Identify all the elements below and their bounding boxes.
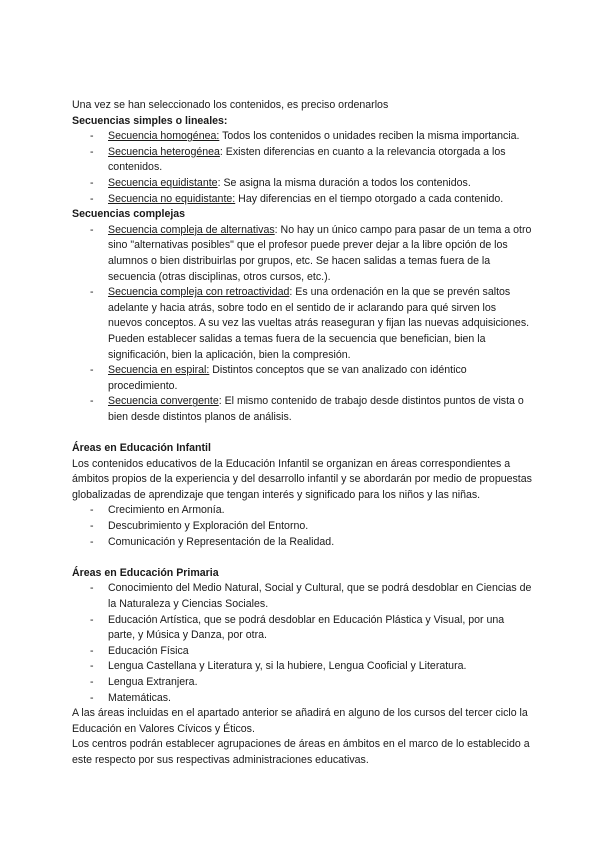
document-page [72, 98, 532, 769]
infantil-areas-list [72, 503, 532, 550]
list-item: - Secuencia no equidistante: Hay diferencias en el tiempo otorgado a cada contenido. [72, 192, 532, 208]
complex-sequences-heading: Secuencias complejas [72, 208, 186, 221]
list-item: - Secuencia homogénea: Todos los contenidos o unidades reciben la misma importancia. [72, 129, 532, 145]
list-item: - Educación Física [72, 644, 532, 660]
infantil-heading: Áreas en Educación Infantil [72, 442, 211, 455]
infantil-paragraph: Los contenidos educativos de la Educación Infantil se organizan en áreas correspondientes a ámbitos propios de la experiencia y del desarrollo infantil y se abordarán por medio de propuestas globalizadas de aprendizaje que tengan interés y significado para los niños y las niñas. [72, 457, 532, 501]
simple-sequences-heading: Secuencias simples o lineales: [72, 114, 228, 127]
spacer [72, 550, 532, 566]
primaria-paragraph-2: Los centros podrán establecer agrupaciones de áreas en ámbitos en el marco de lo establecido a este respecto por sus respectivas administraciones educativas. [72, 738, 530, 766]
list-item: - Lengua Extranjera. [72, 675, 532, 691]
list-item: - Secuencia equidistante: Se asigna la misma duración a todos los contenidos. [72, 176, 532, 192]
list-item: - Secuencia compleja con retroactividad: Es una ordenación en la que se prevén saltos adelante y hacia atrás, sobre todo en el sentido de ir aclarando para qué sirven los nuevos conceptos. A su vez las vueltas atrás reaseguran y fijan las nuevas adquisiciones. Pueden establecer salidas a temas fuera de la secuencia que benefician, bien la significación, bien la aplicación, bien la compresión. [72, 285, 532, 363]
list-item: - Conocimiento del Medio Natural, Social y Cultural, que se podrá desdoblar en Ciencias de la Naturaleza y Ciencias Sociales. [72, 581, 532, 612]
spacer [72, 425, 532, 441]
list-item: - Lengua Castellana y Literatura y, si la hubiere, Lengua Cooficial y Literatura. [72, 659, 532, 675]
list-item: - Matemáticas. [72, 691, 532, 707]
primaria-paragraph-1: A las áreas incluidas en el apartado anterior se añadirá en alguno de los cursos del tercer ciclo la Educación en Valores Cívicos y Éticos. [72, 707, 528, 735]
list-item: - Educación Artística, que se podrá desdoblar en Educación Plástica y Visual, por una parte, y Música y Danza, por otra. [72, 613, 532, 644]
list-item: - Secuencia en espiral: Distintos conceptos que se van analizado con idéntico procedimiento. [72, 363, 532, 394]
simple-sequences-list [72, 129, 532, 207]
list-item: - Secuencia heterogénea: Existen diferencias en cuanto a la relevancia otorgada a los contenidos. [72, 145, 532, 176]
list-item: - Comunicación y Representación de la Realidad. [72, 535, 532, 551]
intro-line: Una vez se han seleccionado los contenidos, es preciso ordenarlos [72, 99, 389, 111]
primaria-heading: Áreas en Educación Primaria [72, 566, 219, 579]
complex-sequences-list [72, 223, 532, 426]
list-item: - Crecimiento en Armonía. [72, 503, 532, 519]
list-item: - Secuencia compleja de alternativas: No hay un único campo para pasar de un tema a otro sino "alternativas posibles" que el profesor puede prever dejar a la libre opción de los alumnos o bien distribuirlas por grupos, etc. Se hacen salidas a temas fuera de la secuencia (otras disciplinas, otros cursos, etc.). [72, 223, 532, 285]
list-item: - Descubrimiento y Exploración del Entorno. [72, 519, 532, 535]
list-item: - Secuencia convergente: El mismo contenido de trabajo desde distintos puntos de vista o bien desde distintos planos de análisis. [72, 394, 532, 425]
primaria-areas-list [72, 581, 532, 706]
